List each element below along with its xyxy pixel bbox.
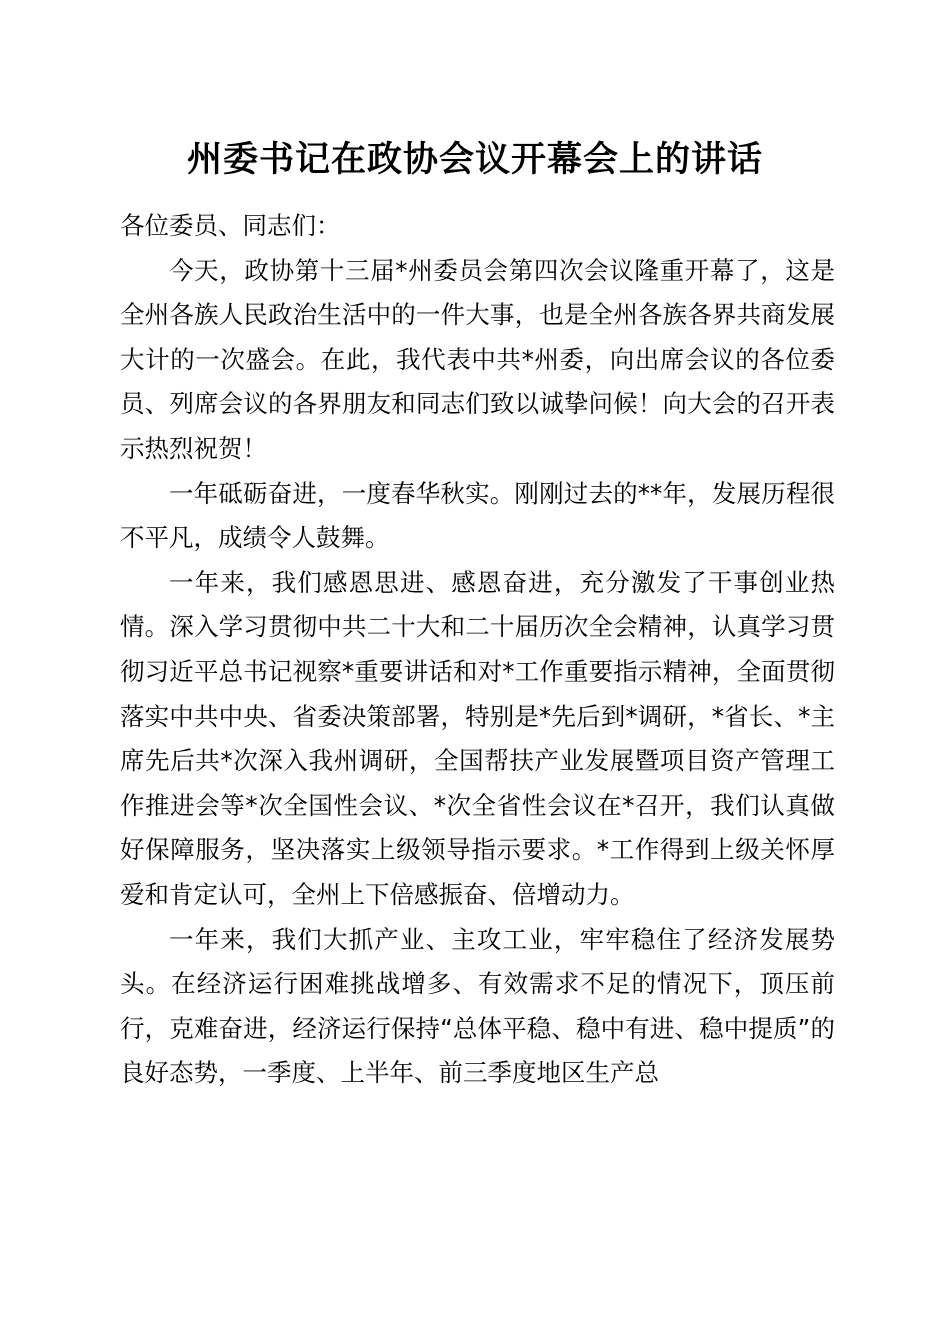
paragraph: 今天，政协第十三届*州委员会第四次会议隆重开幕了，这是全州各族人民政治生活中的一件大事，也是全州各族各界共商发展大计的一次盛会。在此，我代表中共*州委，向出席会议的各位委员、列席会议的各界朋友和同志们致以诚挚问候！向大会的召开表示热烈祝贺！ <box>120 255 835 463</box>
document-title: 州委书记在政协会议开幕会上的讲话 <box>186 139 763 180</box>
salutation: 各位委员、同志们： <box>120 211 341 240</box>
paragraph: 一年来，我们感恩思进、感恩奋进，充分激发了干事创业热情。深入学习贯彻中共二十大和二十届历次全会精神，认真学习贯彻习近平总书记视察*重要讲话和对*工作重要指示精神，全面贯彻落实中共中央、省委决策部署，特别是*先后到*调研，*省长、*主席先后共*次深入我州调研，全国帮扶产业发展暨项目资产管理工作推进会等*次全国性会议、*次全省性会议在*召开，我们认真做好保障服务，坚决落实上级领导指示要求。*工作得到上级关怀厚爱和肯定认可，全州上下倍感振奋、倍增动力。 <box>120 567 835 909</box>
paragraph: 一年来，我们大抓产业、主攻工业，牢牢稳住了经济发展势头。在经济运行困难挑战增多、有效需求不足的情况下，顶压前行，克难奋进，经济运行保持“总体平稳、稳中有进、稳中提质”的良好态势，一季度、上半年、前三季度地区生产总 <box>120 924 835 1088</box>
document-body <box>120 204 835 1096</box>
paragraph: 一年砥砺奋进，一度春华秋实。刚刚过去的**年，发展历程很不平凡，成绩令人鼓舞。 <box>120 478 835 553</box>
